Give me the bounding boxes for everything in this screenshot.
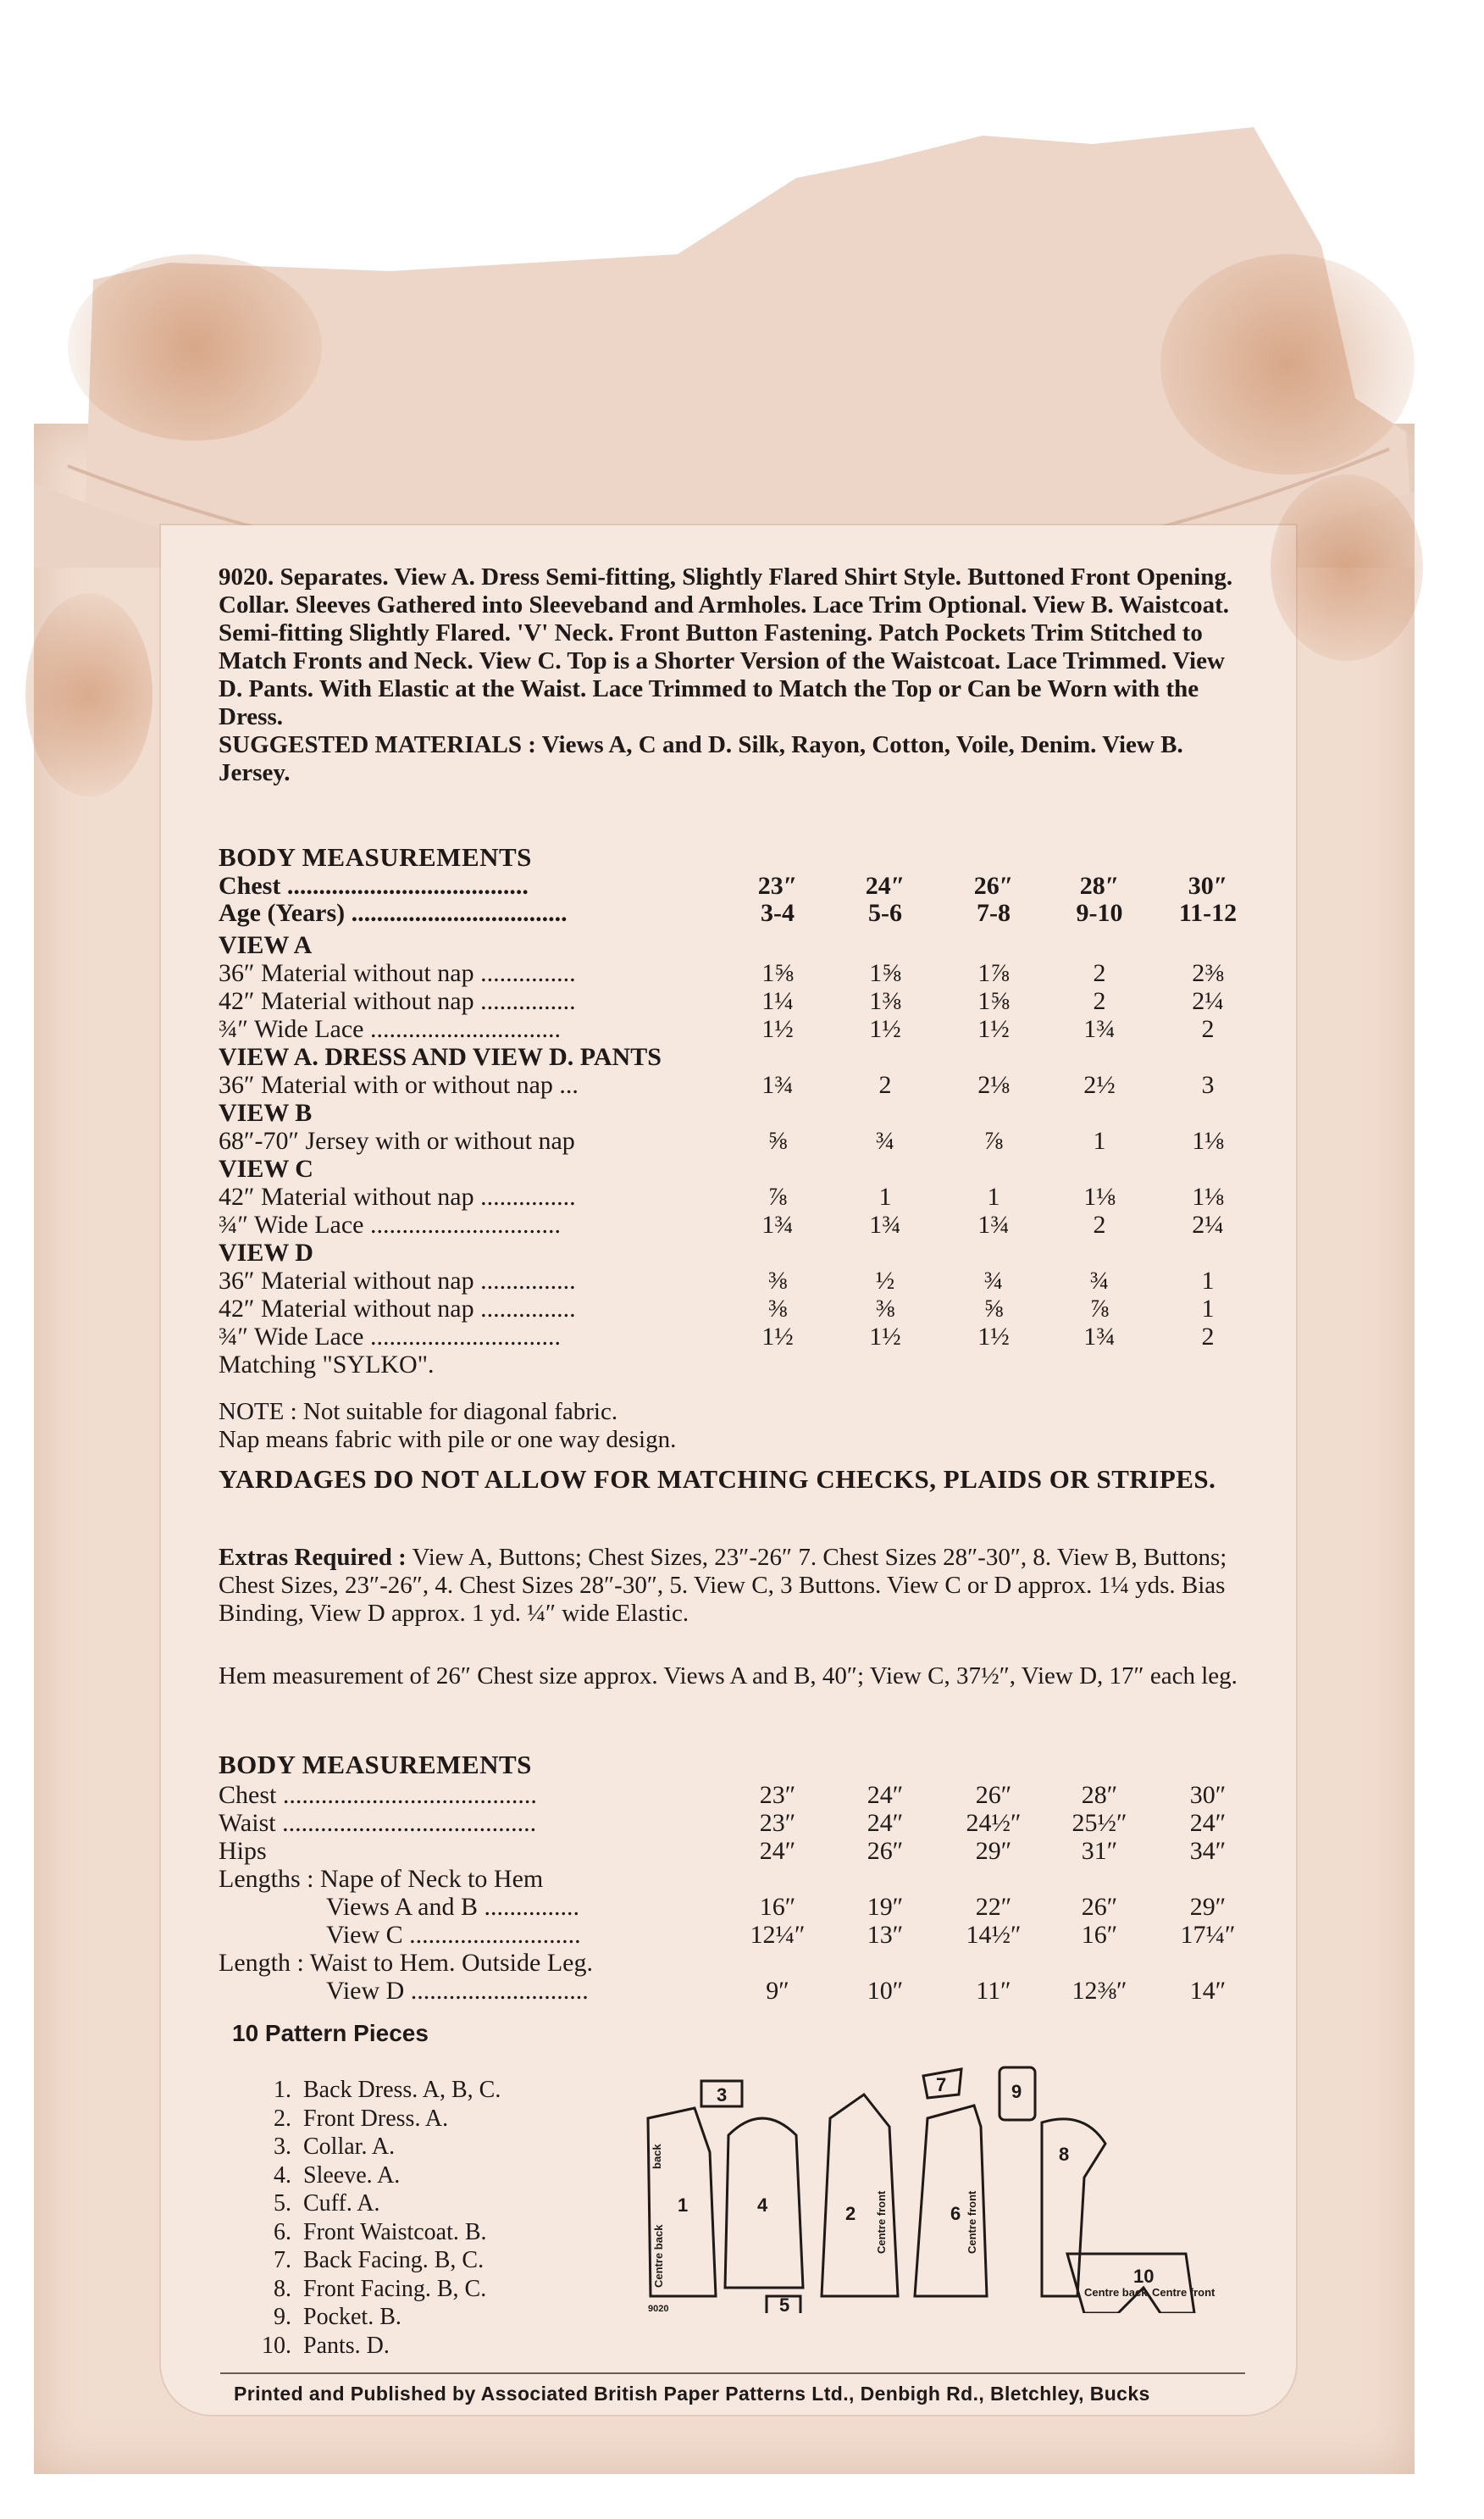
view-heading-row xyxy=(219,1155,1252,1184)
row-label: 36″ Material without nap ............... xyxy=(219,959,576,987)
view-heading-row xyxy=(219,1239,1252,1268)
piece-number: 2. xyxy=(274,2105,291,2132)
piece-name: Back Dress. A, B, C. xyxy=(303,2077,501,2103)
pattern-pieces-title: 10 Pattern Pieces xyxy=(232,2020,429,2046)
piece-name: Pocket. B. xyxy=(303,2304,401,2330)
row-label: Chest ........................................ xyxy=(219,1781,537,1809)
pattern-piece-item xyxy=(239,2332,501,2361)
yardage-cell: 1⅝ xyxy=(869,959,901,987)
yardage-cell: 2½ xyxy=(1083,1071,1116,1099)
yardage-cell: 3 xyxy=(1201,1071,1215,1099)
measurement-row xyxy=(219,1837,1252,1866)
pattern-piece-item xyxy=(239,2246,501,2275)
pattern-layout-diagram xyxy=(644,2042,1237,2313)
row-label: 36″ Material without nap ............... xyxy=(219,1267,576,1295)
grain-word: Centre back xyxy=(1084,2286,1148,2299)
yardage-cell: 1 xyxy=(987,1183,1000,1211)
row-label: 36″ Material with or without nap ... xyxy=(219,1071,579,1099)
pattern-piece-item xyxy=(239,2076,501,2105)
measurement-cell: 11″ xyxy=(976,1977,1011,2005)
yardage-cell: 2⅛ xyxy=(977,1071,1010,1099)
measurement-cell: 30″ xyxy=(1189,1781,1227,1809)
yardage-row xyxy=(219,987,1252,1016)
view-heading-row xyxy=(219,1099,1252,1128)
yardage-cell: 1¾ xyxy=(761,1211,794,1239)
yardage-cell: 1¾ xyxy=(869,1211,901,1239)
yardage-cell: 1½ xyxy=(869,1323,901,1351)
yardage-cell: ⅜ xyxy=(875,1295,895,1323)
piece-label: 8 xyxy=(1059,2144,1070,2165)
measurement-cell: 26″ xyxy=(975,1781,1012,1809)
yardage-cell: 2¼ xyxy=(1192,987,1224,1015)
pattern-number: 9020. xyxy=(219,563,274,591)
yardage-cell: 1 xyxy=(1093,1127,1106,1155)
yardage-row xyxy=(219,1267,1252,1296)
view-heading-row xyxy=(219,1043,1252,1072)
extras-label: Extras Required : xyxy=(219,1544,407,1571)
measurement-cell: 25½″ xyxy=(1071,1809,1127,1837)
piece-number: 4. xyxy=(274,2161,291,2189)
measurement-cell: 9″ xyxy=(766,1977,789,2005)
measurement-cell: 23″ xyxy=(759,1781,796,1809)
grain-word: Centre front xyxy=(875,2190,888,2254)
measurement-cell: 24″ xyxy=(867,1781,904,1809)
measurement-cell: 29″ xyxy=(975,1837,1012,1865)
chest-row xyxy=(219,872,1252,901)
row-label: 42″ Material without nap ............... xyxy=(219,1183,576,1211)
chest-size: 28″ xyxy=(1079,872,1120,900)
row-label: Views A and B ............... xyxy=(219,1893,579,1921)
yardage-cell: 1⅛ xyxy=(1192,1183,1224,1211)
yardage-cell: 1¾ xyxy=(977,1211,1010,1239)
row-label: 42″ Material without nap ............... xyxy=(219,1295,576,1323)
yardage-row xyxy=(219,1295,1252,1323)
yardage-cell: 1⅝ xyxy=(977,987,1010,1015)
note-nap: Nap means fabric with pile or one way design. xyxy=(219,1426,677,1453)
yardage-cell: 2 xyxy=(878,1071,892,1099)
hem-measurement: Hem measurement of 26″ Chest size approx. Views A and B, 40″; View C, 37½″, View D, 17″ each leg. xyxy=(219,1662,1238,1690)
row-label: View D ............................ xyxy=(219,1977,589,2005)
note-diagonal: NOTE : Not suitable for diagonal fabric. xyxy=(219,1398,618,1425)
pattern-piece-item xyxy=(239,2303,501,2332)
piece-label: 1 xyxy=(678,2194,689,2216)
row-label: VIEW C xyxy=(219,1155,313,1183)
measurement-row xyxy=(219,1865,1252,1894)
yardage-cell: ⅞ xyxy=(1089,1295,1110,1323)
yardage-heading: BODY MEASUREMENTS xyxy=(219,842,532,872)
chest-size: 26″ xyxy=(973,872,1014,900)
yardage-row xyxy=(219,1071,1252,1100)
grain-word: Centre front xyxy=(1152,2286,1215,2299)
piece-number: 9. xyxy=(274,2304,291,2330)
measurement-row xyxy=(219,1809,1252,1838)
piece-number: 3. xyxy=(274,2133,291,2160)
piece-name: Sleeve. A. xyxy=(303,2161,401,2189)
yardage-cell: 1¾ xyxy=(1083,1323,1116,1351)
measurement-cell: 19″ xyxy=(867,1893,904,1921)
yardage-cell: 2 xyxy=(1201,1323,1215,1351)
piece-label: 3 xyxy=(717,2084,728,2106)
piece-label: 2 xyxy=(845,2203,856,2224)
yardage-row xyxy=(219,959,1252,988)
piece-number: 6. xyxy=(274,2218,291,2245)
grain-word: Centre front xyxy=(966,2190,978,2254)
yardage-cell: 1 xyxy=(1201,1295,1215,1323)
row-label: ¾″ Wide Lace .............................. xyxy=(219,1211,561,1239)
pattern-pieces-list xyxy=(239,2076,501,2360)
measurement-cell: 10″ xyxy=(867,1977,904,2005)
yardage-cell: 2¼ xyxy=(1192,1211,1224,1239)
row-label: ¾″ Wide Lace .............................. xyxy=(219,1323,561,1351)
yardage-cell: 1½ xyxy=(977,1015,1010,1043)
piece-name: Front Facing. B, C. xyxy=(303,2275,487,2302)
row-label: VIEW A xyxy=(219,931,313,959)
yardage-cell: 1⅛ xyxy=(1083,1183,1116,1211)
age-label: Age (Years) .................................. xyxy=(219,899,568,927)
note-block xyxy=(219,1398,1252,1454)
piece-number: 5. xyxy=(274,2190,291,2217)
yardage-warning: YARDAGES DO NOT ALLOW FOR MATCHING CHECKS, PLAIDS OR STRIPES. xyxy=(219,1464,1216,1494)
measurement-row xyxy=(219,1893,1252,1922)
row-label: VIEW A. DRESS AND VIEW D. PANTS xyxy=(219,1043,662,1071)
piece-name: Front Dress. A. xyxy=(303,2105,449,2132)
row-label: View C ........................... xyxy=(219,1921,581,1949)
yardage-row xyxy=(219,1015,1252,1044)
extras-required xyxy=(219,1544,1252,1628)
piece-label: 9 xyxy=(1011,2081,1022,2102)
age-range: 9-10 xyxy=(1076,899,1123,927)
measurement-cell: 24″ xyxy=(1189,1809,1227,1837)
yardage-cell: 2 xyxy=(1093,959,1106,987)
piece-name: Pants. D. xyxy=(303,2332,390,2359)
pattern-description xyxy=(219,563,1252,787)
grain-word: back xyxy=(651,2144,663,2169)
piece-label: 10 xyxy=(1133,2266,1155,2287)
yardage-cell: 1⅝ xyxy=(761,959,794,987)
yardage-cell: ⅞ xyxy=(983,1127,1004,1155)
chest-label: Chest ...................................... xyxy=(219,872,529,900)
piece-number: 1. xyxy=(274,2077,291,2103)
yardage-cell: 2 xyxy=(1093,987,1106,1015)
measurement-cell: 12¼″ xyxy=(750,1921,806,1949)
yardage-row xyxy=(219,1183,1252,1212)
yardage-cell: ¾ xyxy=(875,1127,895,1155)
age-row xyxy=(219,899,1252,928)
yardage-cell: 1¾ xyxy=(761,1071,794,1099)
yardage-cell: 2⅜ xyxy=(1192,959,1224,987)
footer-rule xyxy=(220,2372,1245,2374)
piece-name: Collar. A. xyxy=(303,2133,396,2160)
yardage-row xyxy=(219,1351,1252,1379)
yardage-cell: ⅜ xyxy=(767,1295,788,1323)
row-label: VIEW D xyxy=(219,1239,313,1267)
yardage-cell: 1⅜ xyxy=(869,987,901,1015)
publisher-footer: Printed and Published by Associated British Paper Patterns Ltd., Denbigh Rd., Bletchley, Bucks xyxy=(234,2383,1150,2405)
measurement-cell: 26″ xyxy=(867,1837,904,1865)
piece-label: 6 xyxy=(950,2203,961,2224)
row-label: Matching "SYLKO". xyxy=(219,1351,435,1379)
row-label: 68″-70″ Jersey with or without nap xyxy=(219,1127,575,1155)
row-label: Lengths : Nape of Neck to Hem xyxy=(219,1865,544,1893)
pattern-piece-item xyxy=(239,2133,501,2161)
age-range: 5-6 xyxy=(868,899,902,927)
measurement-cell: 24½″ xyxy=(966,1809,1022,1837)
diagram-code: 9020 xyxy=(648,2304,669,2313)
yardage-cell: 1¾ xyxy=(1083,1015,1116,1043)
row-label: Hips xyxy=(219,1837,267,1865)
measurement-cell: 24″ xyxy=(759,1837,796,1865)
envelope-flap xyxy=(34,127,1415,568)
yardage-row xyxy=(219,1323,1252,1351)
piece-label: 7 xyxy=(936,2074,947,2095)
row-label: Waist ........................................ xyxy=(219,1809,537,1837)
age-range: 11-12 xyxy=(1178,899,1238,927)
pattern-piece-item xyxy=(239,2161,501,2190)
yardage-cell: 1 xyxy=(1201,1267,1215,1295)
yardage-cell: 1⅞ xyxy=(977,959,1010,987)
measurement-cell: 17¼″ xyxy=(1180,1921,1236,1949)
piece-name: Cuff. A. xyxy=(303,2190,380,2217)
measurement-cell: 34″ xyxy=(1189,1837,1227,1865)
yardage-cell: ½ xyxy=(875,1267,895,1295)
measurement-cell: 31″ xyxy=(1081,1837,1118,1865)
yardage-cell: 1¼ xyxy=(761,987,794,1015)
measurement-cell: 28″ xyxy=(1081,1781,1118,1809)
yardage-row xyxy=(219,1211,1252,1240)
piece-label: 4 xyxy=(757,2194,768,2216)
age-range: 7-8 xyxy=(977,899,1011,927)
measurement-cell: 23″ xyxy=(759,1809,796,1837)
measurement-cell: 16″ xyxy=(759,1893,796,1921)
extras-text: View A, Buttons; Chest Sizes, 23″-26″ 7. Chest Sizes 28″-30″, 8. View B, Buttons; Chest Sizes, 23″-26″, 4. Chest Sizes 28″-30″, 5. View C, 3 Buttons. View C or D approx. 1¼ yds. Bias Binding, View D approx. 1 yd. ¼″ wide Elastic. xyxy=(219,1544,1227,1627)
yardage-cell: 1½ xyxy=(869,1015,901,1043)
body-heading: BODY MEASUREMENTS xyxy=(219,1750,532,1779)
measurement-cell: 13″ xyxy=(867,1921,904,1949)
measurement-cell: 22″ xyxy=(975,1893,1012,1921)
piece-number: 8. xyxy=(274,2275,291,2302)
measurement-cell: 14″ xyxy=(1189,1977,1227,2005)
measurement-row xyxy=(219,1781,1252,1810)
yardage-cell: ⅝ xyxy=(767,1127,788,1155)
pattern-piece-item xyxy=(239,2189,501,2218)
piece-number: 7. xyxy=(274,2247,291,2273)
pattern-piece-item xyxy=(239,2218,501,2247)
suggested-materials: SUGGESTED MATERIALS : Views A, C and D. Silk, Rayon, Cotton, Voile, Denim. View B. Jersey. xyxy=(219,731,1183,786)
measurement-row xyxy=(219,1977,1252,2006)
yardage-cell: ¾ xyxy=(983,1267,1004,1295)
yardage-cell: 2 xyxy=(1093,1211,1106,1239)
piece-label: 5 xyxy=(779,2294,790,2313)
description-text: Separates. View A. Dress Semi-fitting, Slightly Flared Shirt Style. Buttoned Front Opening. Collar. Sleeves Gathered into Sleeveband and Armholes. Lace Trim Optional. View B. Waistcoat. Semi-fitting Slightly Flared. 'V' Neck. Front Button Fastening. Patch Pockets Trim Stitched to Match Fronts and Neck. View C. Top is a Shorter Version of the Waistcoat. Lace Trimmed. View D. Pants. With Elastic at the Waist. Lace Trimmed to Match the Top or Can be Worn with the Dress. xyxy=(219,563,1233,730)
yardage-cell: ⅞ xyxy=(767,1183,788,1211)
piece-number: 10. xyxy=(262,2332,291,2359)
grain-word: Centre back xyxy=(652,2224,665,2288)
piece-name: Back Facing. B, C. xyxy=(303,2247,485,2273)
yardage-cell: 1 xyxy=(878,1183,892,1211)
pattern-piece-item xyxy=(239,2105,501,2133)
measurement-cell: 14½″ xyxy=(966,1921,1022,1949)
row-label: 42″ Material without nap ............... xyxy=(219,987,576,1015)
pattern-piece-item xyxy=(239,2275,501,2304)
yardage-cell: 1½ xyxy=(761,1323,794,1351)
yardage-cell: 1½ xyxy=(761,1015,794,1043)
yardage-cell: ⅜ xyxy=(767,1267,788,1295)
age-range: 3-4 xyxy=(761,899,795,927)
row-label: Length : Waist to Hem. Outside Leg. xyxy=(219,1949,593,1977)
chest-size: 24″ xyxy=(865,872,905,900)
row-label: VIEW B xyxy=(219,1099,313,1127)
chest-size: 30″ xyxy=(1188,872,1228,900)
yardage-cell: ¾ xyxy=(1089,1267,1110,1295)
measurement-cell: 12⅜″ xyxy=(1071,1977,1127,2005)
measurement-cell: 29″ xyxy=(1189,1893,1227,1921)
yardage-cell: ⅝ xyxy=(983,1295,1004,1323)
yardage-cell: 1½ xyxy=(977,1323,1010,1351)
yardage-row xyxy=(219,1127,1252,1156)
row-label: ¾″ Wide Lace .............................. xyxy=(219,1015,561,1043)
view-heading-row xyxy=(219,931,1252,960)
measurement-cell: 24″ xyxy=(867,1809,904,1837)
measurement-row xyxy=(219,1921,1252,1950)
yardage-cell: 2 xyxy=(1201,1015,1215,1043)
piece-name: Front Waistcoat. B. xyxy=(303,2218,487,2245)
yardage-cell: 1⅛ xyxy=(1192,1127,1224,1155)
measurement-cell: 26″ xyxy=(1081,1893,1118,1921)
chest-size: 23″ xyxy=(757,872,798,900)
measurement-row xyxy=(219,1949,1252,1978)
measurement-cell: 16″ xyxy=(1081,1921,1118,1949)
